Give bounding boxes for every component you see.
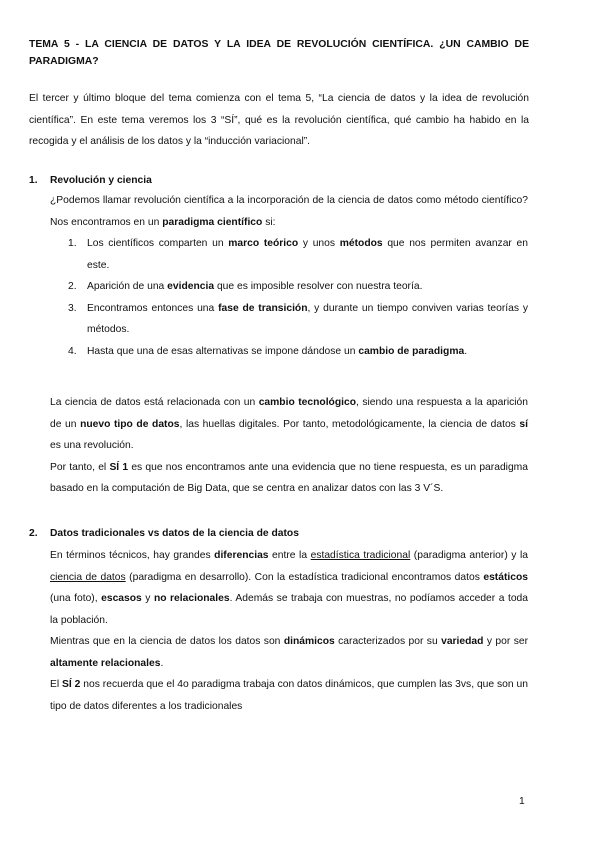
- section-number: 2.: [29, 528, 38, 539]
- revolution-paragraph: La ciencia de datos está relacionada con un cambio tecnológico, siendo una respuesta a la aparición de un nuevo tipo de datos, las huellas digitales. Por tanto, metodológicamente, la ciencia de datos sí es una revolución.: [50, 397, 528, 451]
- section-1-heading: [29, 172, 152, 190]
- document-title: TEMA 5 - LA CIENCIA DE DATOS Y LA IDEA DE REVOLUCIÓN CIENTÍFICA. ¿UN CAMBIO DE PARADIGMA?: [29, 39, 529, 67]
- paradigm-question: ¿Podemos llamar revolución científica a la incorporación de la ciencia de datos como método científico? Nos encontramos en un paradigma científico si:: [50, 195, 528, 228]
- list-item: 4. Hasta que una de esas alternativas se impone dándose un cambio de paradigma.: [68, 345, 468, 357]
- intro-paragraph: El tercer y último bloque del tema comienza con el tema 5, “La ciencia de datos y la idea de revolución científica”. En este tema veremos los 3 “SÍ”, qué es la revolución científica, qué cambio ha habido en la recogida y el análisis de los datos y la “inducción variacional”.: [29, 93, 529, 147]
- section-1-body: [50, 190, 528, 362]
- si-1-paragraph: Por tanto, el SÍ 1 es que nos encontramos ante una evidencia que no tiene respuesta, es un paradigma basado en la computación de Big Data, que se centra en analizar datos con las 3 V´S.: [50, 461, 528, 494]
- list-item: 1. Los científicos comparten un marco teórico y unos métodos que nos permiten avanzar en este.: [68, 238, 529, 271]
- page-number: 1: [519, 796, 525, 807]
- section-title: Datos tradicionales vs datos de la ciencia de datos: [50, 528, 299, 539]
- section-1-conclusion: [50, 392, 528, 500]
- section-title: Revolución y ciencia: [50, 175, 152, 186]
- data-science-paragraph: Mientras que en la ciencia de datos los datos son dinámicos caracterizados por su variedad y por ser altamente relacionales.: [50, 636, 528, 669]
- paradigm-list: [50, 233, 528, 362]
- section-2-heading: [29, 525, 299, 543]
- differences-paragraph: En términos técnicos, hay grandes diferencias entre la estadística tradicional (paradigma anterior) y la ciencia de datos (paradigma en desarrollo). Con la estadística tradicional encontramos datos estáticos (una foto), escasos y no relacionales. Además se trabaja con muestras, no podíamos acceder a toda la población.: [50, 550, 529, 626]
- list-item: 2. Aparición de una evidencia que es imposible resolver con nuestra teoría.: [68, 281, 423, 292]
- section-2-body: [50, 545, 528, 717]
- si-2-paragraph: El SÍ 2 nos recuerda que el 4o paradigma trabaja con datos dinámicos, que cumplen las 3vs, que son un tipo de datos diferentes a los tradicionales: [50, 679, 528, 712]
- list-item: 3. Encontramos entonces una fase de transición, y durante un tiempo conviven varias teorías y métodos.: [68, 302, 528, 335]
- section-number: 1.: [29, 175, 38, 186]
